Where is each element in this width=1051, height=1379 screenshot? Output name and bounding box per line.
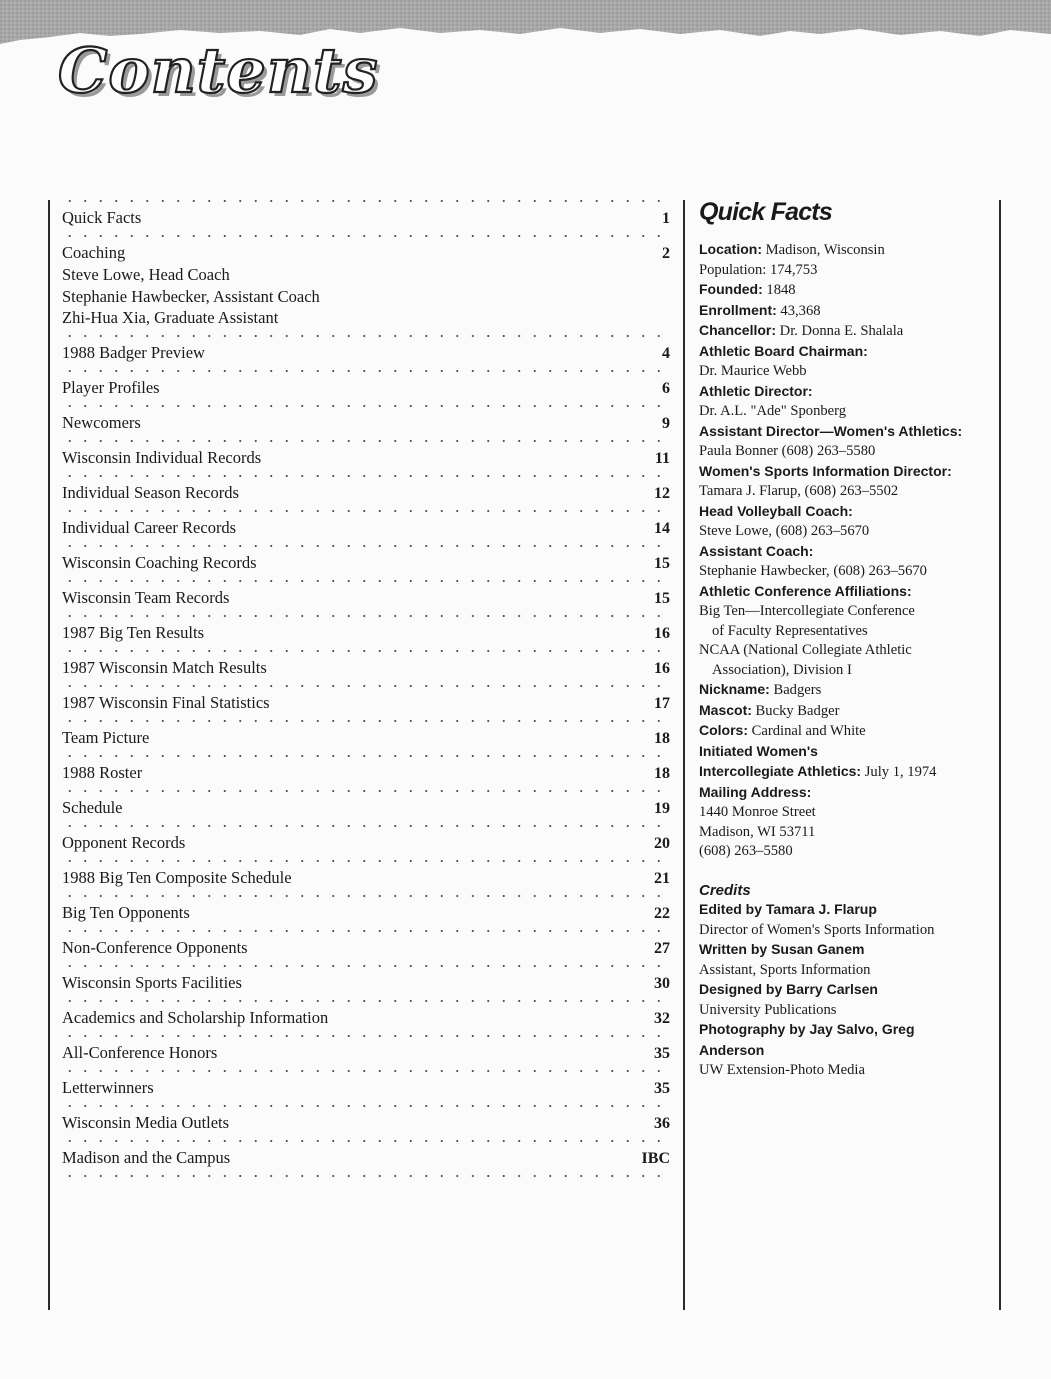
- quick-fact-line: [699, 680, 994, 701]
- toc-entry-page: 1: [662, 210, 670, 227]
- quick-fact-line: [699, 422, 994, 443]
- toc-entry-page: 6: [662, 379, 670, 397]
- toc-entry-title: Player Profiles: [62, 377, 160, 397]
- quick-fact-line: [699, 502, 994, 523]
- quick-fact-line: [699, 701, 994, 722]
- quick-fact-line: [699, 342, 994, 363]
- quick-fact-value: of Faculty Representatives: [712, 622, 868, 639]
- quick-fact-value: Steve Lowe, (608) 263–5670: [699, 523, 870, 539]
- toc-entry[interactable]: [62, 825, 670, 860]
- quick-fact-label: Assistant Coach:: [699, 542, 814, 559]
- quick-fact-label: Location:: [699, 241, 762, 257]
- credit-line: [699, 961, 994, 981]
- toc-subentry: Zhi-Hua Xia, Graduate Assistant: [62, 308, 279, 327]
- quick-fact-line: [699, 402, 994, 422]
- toc-entry-page: 19: [654, 799, 670, 817]
- quick-fact-value: 1440 Monroe Street: [699, 804, 816, 820]
- toc-entry-page: 35: [654, 1044, 670, 1062]
- toc-entry-title: Letterwinners: [62, 1077, 154, 1097]
- quick-fact-line: [699, 562, 994, 582]
- toc-entry-page: 4: [662, 344, 670, 362]
- quick-fact-line: [699, 261, 994, 281]
- toc-entry[interactable]: [62, 1070, 670, 1105]
- toc-entry-page: 18: [654, 764, 670, 782]
- toc-entry[interactable]: [62, 895, 670, 930]
- credit-line: [699, 940, 994, 961]
- quick-fact-value: Dr. Maurice Webb: [699, 363, 807, 379]
- quick-fact-label: Mailing Address:: [699, 783, 812, 800]
- toc-entry-title: Newcomers: [62, 412, 141, 432]
- toc-entry-page: 20: [654, 834, 670, 852]
- toc-entry-title: Wisconsin Media Outlets: [62, 1112, 230, 1132]
- quick-fact-label: Head Volleyball Coach:: [699, 502, 853, 519]
- quick-fact-value: Cardinal and White: [748, 723, 866, 739]
- quick-fact-line: [699, 482, 994, 502]
- toc-entry-title: Big Ten Opponents: [62, 902, 190, 922]
- toc-entry[interactable]: [62, 1035, 670, 1070]
- toc-entry-page: 16: [654, 659, 670, 677]
- quick-fact-label: Women's Sports Information Director:: [699, 462, 952, 479]
- quick-fact-label: Chancellor:: [699, 322, 777, 338]
- quick-fact-value: Association), Division I: [712, 661, 852, 678]
- quick-fact-value: Dr. Donna E. Shalala: [776, 323, 904, 339]
- quick-fact-line: [699, 582, 994, 603]
- toc-entry-page: 36: [654, 1114, 670, 1132]
- page-title: Contents: [58, 34, 379, 107]
- toc-entry-title: 1988 Big Ten Composite Schedule: [62, 867, 292, 887]
- quick-fact-value: Bucky Badger: [751, 702, 840, 719]
- toc-entry-title: Individual Season Records: [62, 482, 239, 502]
- quick-fact-label: Athletic Director:: [699, 382, 813, 399]
- quick-fact-line: [699, 602, 994, 622]
- credit-line: [699, 1020, 994, 1041]
- toc-entry-page: 18: [654, 729, 670, 747]
- toc-entry-page: 2: [662, 245, 670, 262]
- left-divider: [48, 200, 50, 1310]
- quick-fact-value: Paula Bonner (608) 263–5580: [699, 443, 876, 459]
- toc-entry-title: Coaching: [62, 243, 126, 262]
- quick-fact-value: Madison, Wisconsin: [762, 242, 885, 258]
- credit-name: Anderson: [699, 1041, 765, 1058]
- credit-role: Director of Women's Sports Information: [699, 921, 935, 938]
- toc-entry-page: 27: [654, 939, 670, 957]
- quick-fact-value: Dr. A.L. "Ade" Sponberg: [699, 403, 847, 419]
- quick-fact-value: Tamara J. Flarup, (608) 263–5502: [699, 483, 899, 499]
- toc-entry-title: 1987 Wisconsin Final Statistics: [62, 692, 270, 712]
- toc-entry[interactable]: [62, 685, 670, 720]
- toc-entry[interactable]: [62, 510, 670, 545]
- quick-fact-label: Intercollegiate Athletics:: [699, 763, 862, 779]
- quick-fact-value: (608) 263–5580: [699, 843, 793, 859]
- toc-entry-title: Academics and Scholarship Information: [62, 1007, 329, 1027]
- toc-entry-title: 1988 Roster: [62, 762, 143, 782]
- toc-entry-title: Schedule: [62, 797, 123, 817]
- quick-fact-line: [699, 362, 994, 382]
- toc-entry[interactable]: [62, 860, 670, 895]
- center-divider: [683, 200, 685, 1310]
- toc-entry-title: Wisconsin Individual Records: [62, 447, 262, 467]
- quick-fact-label: Colors:: [699, 722, 748, 738]
- toc-entry-page: IBC: [641, 1149, 670, 1167]
- quick-fact-line: [699, 762, 994, 783]
- quick-fact-line: [699, 240, 994, 261]
- quick-fact-label: Athletic Conference Affiliations:: [699, 582, 912, 599]
- quick-fact-value: Madison, WI 53711: [699, 823, 816, 840]
- toc-entry-page: 35: [654, 1079, 670, 1097]
- toc-entry[interactable]: [62, 405, 670, 440]
- quick-fact-value: Badgers: [769, 682, 822, 698]
- toc-entry[interactable]: [62, 1140, 670, 1175]
- toc-entry-title: Wisconsin Team Records: [62, 587, 230, 607]
- quick-fact-line: [699, 321, 994, 342]
- toc-subentry: Stephanie Hawbecker, Assistant Coach: [62, 286, 320, 306]
- toc-entry[interactable]: [62, 200, 670, 235]
- credit-name: Edited by Tamara J. Flarup: [699, 901, 877, 917]
- toc-entry[interactable]: [62, 545, 670, 580]
- credit-role: Assistant, Sports Information: [699, 961, 871, 978]
- toc-entry-title: 1988 Badger Preview: [62, 342, 205, 362]
- toc-entry[interactable]: [62, 790, 670, 825]
- toc-entry-page: 15: [654, 554, 670, 572]
- quick-fact-label: Founded:: [699, 281, 763, 297]
- toc-entry[interactable]: [62, 1105, 670, 1140]
- quick-facts-panel: [699, 196, 994, 1081]
- quick-fact-value: Stephanie Hawbecker, (608) 263–5670: [699, 563, 927, 579]
- toc-entry-title: Madison and the Campus: [62, 1147, 231, 1167]
- toc-entry[interactable]: [62, 755, 670, 790]
- toc-entry-title: 1987 Big Ten Results: [62, 622, 205, 642]
- quick-fact-line: [699, 301, 994, 322]
- toc-entry[interactable]: [62, 335, 670, 370]
- toc-entry[interactable]: [62, 475, 670, 510]
- quick-fact-line: [699, 721, 994, 742]
- quick-fact-label: Enrollment:: [699, 301, 777, 318]
- toc-entry-page: 30: [654, 974, 670, 992]
- toc-entry-page: 21: [654, 869, 670, 887]
- toc-entry[interactable]: [62, 930, 670, 965]
- quick-fact-line: [699, 442, 994, 462]
- toc-entry-page: 9: [662, 414, 670, 432]
- quick-fact-value: Big Ten—Intercollegiate Conference: [699, 603, 915, 619]
- quick-fact-value: NCAA (National Collegiate Athletic: [699, 642, 912, 658]
- toc-entry-title: Wisconsin Sports Facilities: [62, 972, 242, 992]
- table-of-contents: [62, 200, 670, 1177]
- toc-entry[interactable]: [62, 1000, 670, 1035]
- quick-fact-line: [699, 842, 994, 862]
- toc-entry-page: 22: [654, 904, 670, 922]
- quick-fact-line: [699, 280, 994, 301]
- quick-fact-label: Nickname:: [699, 681, 770, 697]
- dotted-leader: [62, 1175, 670, 1177]
- quick-fact-value: July 1, 1974: [861, 764, 937, 780]
- quick-fact-line: [699, 641, 994, 661]
- toc-entry[interactable]: [62, 720, 670, 755]
- credit-line: [699, 1061, 994, 1081]
- right-divider: [999, 200, 1001, 1310]
- toc-entry-page: 16: [654, 624, 670, 642]
- toc-entry-title: 1987 Wisconsin Match Results: [62, 657, 267, 677]
- quick-facts-list: [699, 240, 994, 862]
- toc-entry-page: 15: [654, 589, 670, 607]
- toc-entry-title: Wisconsin Coaching Records: [62, 552, 257, 572]
- toc-entry-page: 32: [654, 1009, 670, 1027]
- credit-name: Written by Susan Ganem: [699, 941, 865, 957]
- quick-fact-line: [699, 742, 994, 763]
- toc-entry-title: Opponent Records: [62, 832, 186, 852]
- quick-fact-line: [699, 382, 994, 403]
- quick-fact-line: [699, 542, 994, 563]
- quick-fact-label: Initiated Women's: [699, 742, 818, 759]
- quick-fact-line: [699, 823, 994, 843]
- quick-fact-value: Population: 174,753: [699, 261, 818, 278]
- quick-fact-line: [699, 661, 994, 681]
- quick-fact-label: Athletic Board Chairman:: [699, 342, 868, 359]
- credit-line: [699, 1001, 994, 1021]
- credit-line: [699, 921, 994, 941]
- toc-subentry: Steve Lowe, Head Coach: [62, 265, 230, 284]
- toc-entry-page: 17: [654, 694, 670, 712]
- toc-entry-title: Individual Career Records: [62, 517, 237, 537]
- quick-fact-value: 43,368: [776, 302, 821, 319]
- toc-entry-title: Non-Conference Opponents: [62, 937, 248, 957]
- quick-fact-label: Mascot:: [699, 701, 752, 718]
- credit-line: [699, 900, 994, 921]
- toc-entry-page: 14: [654, 519, 670, 537]
- quick-fact-line: [699, 462, 994, 483]
- credit-role: UW Extension-Photo Media: [699, 1062, 865, 1078]
- toc-entry[interactable]: [62, 440, 670, 475]
- toc-entry-page: 11: [654, 449, 670, 467]
- toc-entry[interactable]: [62, 650, 670, 685]
- credits-list: [699, 900, 994, 1081]
- toc-entry-page: 12: [654, 484, 670, 502]
- quick-fact-line: [699, 803, 994, 823]
- quick-fact-line: [699, 522, 994, 542]
- quick-fact-line: [699, 783, 994, 804]
- credit-name: Photography by Jay Salvo, Greg: [699, 1021, 915, 1037]
- toc-entry[interactable]: [62, 370, 670, 405]
- toc-entry[interactable]: [62, 615, 670, 650]
- toc-entry-title: All-Conference Honors: [62, 1042, 218, 1062]
- quick-fact-value: 1848: [762, 282, 796, 298]
- toc-entry-title: Quick Facts: [62, 208, 142, 227]
- toc-entry-title: Team Picture: [62, 727, 150, 747]
- quick-fact-label: Assistant Director—Women's Athletics:: [699, 422, 963, 439]
- quick-fact-line: [699, 622, 994, 642]
- credits-heading: Credits: [699, 881, 751, 899]
- quick-facts-heading: Quick Facts: [699, 198, 832, 226]
- credit-line: [699, 980, 994, 1001]
- credit-name: Designed by Barry Carlsen: [699, 981, 878, 997]
- credit-line: [699, 1041, 994, 1062]
- toc-entry[interactable]: [62, 965, 670, 1000]
- toc-entry[interactable]: [62, 580, 670, 615]
- toc-entry[interactable]: [62, 235, 670, 335]
- credit-role: University Publications: [699, 1001, 837, 1018]
